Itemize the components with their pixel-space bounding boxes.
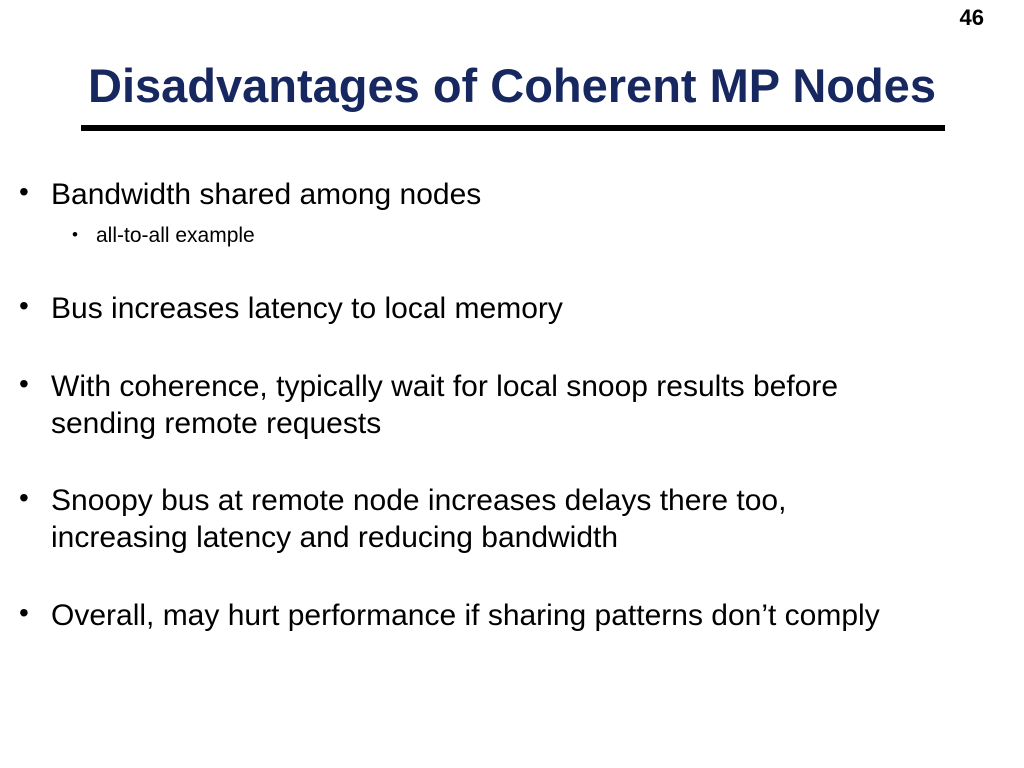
bullet-marker: • [19,368,29,399]
bullet-marker: • [19,482,29,513]
bullet-marker: • [19,290,29,321]
slide-title: Disadvantages of Coherent MP Nodes [88,59,936,112]
bullet-text-line: Snoopy bus at remote node increases delays there too, [51,484,787,517]
bullet-text-line: increasing latency and reducing bandwidth [51,521,619,554]
bullet-text: Bandwidth shared among nodes [51,178,482,211]
sub-bullet-text: all-to-all example [96,224,255,247]
bullet-text-line: sending remote requests [51,407,382,440]
sub-bullet-marker: • [72,225,78,244]
bullet-text: Bus increases latency to local memory [51,292,563,325]
slide-number: 46 [959,5,984,30]
bullet-text: Overall, may hurt performance if sharing patterns don’t comply [51,599,880,632]
bullet-text-line: With coherence, typically wait for local snoop results before [51,370,839,403]
bullet-marker: • [19,597,29,628]
bullet-marker: • [19,176,29,207]
